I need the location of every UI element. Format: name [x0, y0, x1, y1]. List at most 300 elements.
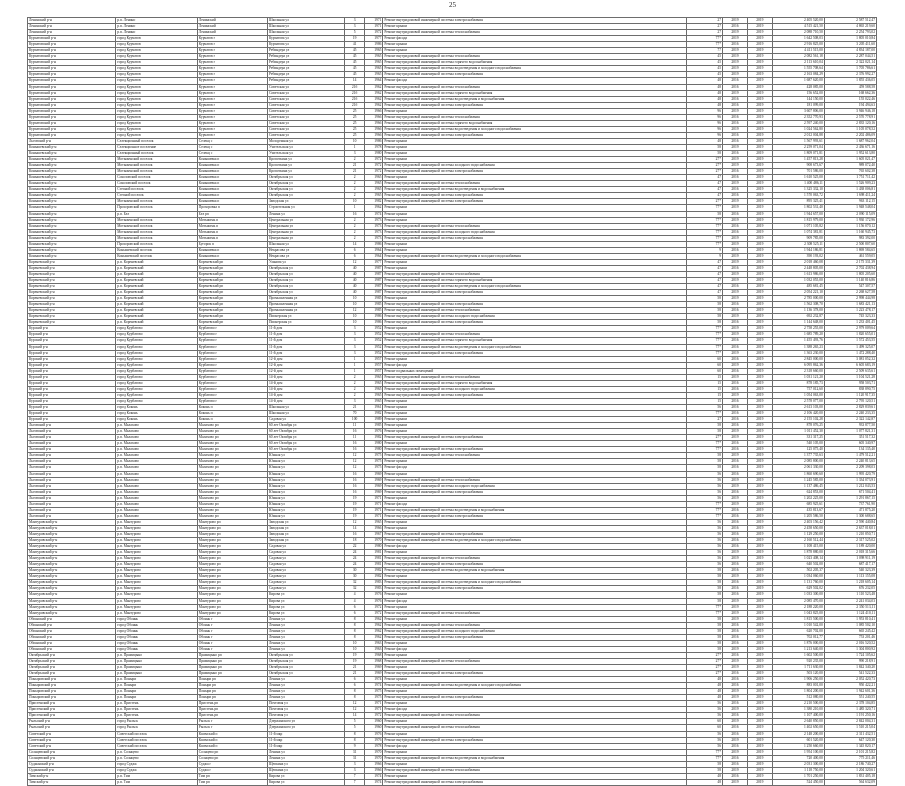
- settlement-cell: Прохоровка п: [197, 205, 267, 211]
- total-cost-cell: 2 317 525,02: [824, 538, 876, 544]
- street-cell: Ленина ул: [267, 616, 344, 622]
- district-cell: Конышевский р-н: [28, 253, 116, 259]
- cost-cell: 1 804 200,00: [772, 689, 824, 695]
- build-year-cell: 1963: [365, 640, 383, 646]
- end-year-cell: 2019: [747, 658, 772, 664]
- work-type-cell: Ремонт крыши: [383, 689, 686, 695]
- work-type-cell: Ремонт внутридомовой инженерной системы теплоснабжения: [383, 610, 686, 616]
- cost-cell: 2 403 156,42: [772, 519, 824, 525]
- plan-year-cell: 2019: [723, 144, 748, 150]
- total-cost-cell: 2 016 520,52: [824, 640, 876, 646]
- street-cell: Школьная ул: [267, 405, 344, 411]
- work-type-cell: Ремонт крыши: [383, 24, 686, 30]
- work-type-cell: Ремонт внутридомовой инженерной системы теплоснабжения: [383, 54, 686, 60]
- street-cell: Садовая ул: [267, 568, 344, 574]
- plan-year-cell: 2019: [723, 362, 748, 368]
- area-cell: 77*: [686, 332, 722, 338]
- end-year-cell: 2019: [747, 96, 772, 102]
- locality-cell: город Обоянь: [116, 616, 198, 622]
- area-cell: 27*: [686, 671, 722, 677]
- settlement-cell: Пристень рп: [197, 713, 267, 719]
- build-year-cell: 1965: [365, 48, 383, 54]
- house-number-cell: 21: [344, 665, 364, 671]
- cost-cell: 503 120,00: [772, 671, 824, 677]
- plan-year-cell: 2019: [723, 556, 748, 562]
- street-cell: Октябрьская ул: [267, 665, 344, 671]
- end-year-cell: 2019: [747, 205, 772, 211]
- settlement-cell: Мантурово рп: [197, 556, 267, 562]
- house-number-cell: 22: [344, 544, 364, 550]
- area-cell: 15: [686, 392, 722, 398]
- locality-cell: город Курчатов: [116, 84, 198, 90]
- work-type-cell: Ремонт внутридомовой инженерной системы электроснабжения: [383, 435, 686, 441]
- settlement-cell: Малахово рп: [197, 465, 267, 471]
- locality-cell: Селекционный поселок: [116, 138, 198, 144]
- house-number-cell: 45: [344, 72, 364, 78]
- settlement-cell: Обоянь г: [197, 640, 267, 646]
- area-cell: 27: [686, 18, 722, 24]
- work-type-cell: Ремонт крыши: [383, 604, 686, 610]
- end-year-cell: 2019: [747, 628, 772, 634]
- settlement-cell: Кореневский рп: [197, 259, 267, 265]
- district-cell: Поныровский р-н: [28, 677, 116, 683]
- work-type-cell: Ремонт крыши: [383, 423, 686, 429]
- settlement-cell: Малахово рп: [197, 477, 267, 483]
- locality-cell: р.п. Мантурово: [116, 610, 198, 616]
- build-year-cell: 1983: [365, 586, 383, 592]
- house-number-cell: 2: [344, 374, 364, 380]
- district-cell: Конышевский р-н: [28, 187, 116, 193]
- work-type-cell: Ремонт крыши: [383, 259, 686, 265]
- street-cell: Щепкина ул: [267, 761, 344, 767]
- plan-year-cell: 2019: [723, 689, 748, 695]
- build-year-cell: 1965: [365, 392, 383, 398]
- house-number-cell: 8: [344, 737, 364, 743]
- locality-cell: р.п. Кореневский: [116, 290, 198, 296]
- district-cell: Суджанский р-н: [28, 767, 116, 773]
- settlement-cell: Курбатово г: [197, 332, 267, 338]
- house-number-cell: 16: [344, 471, 364, 477]
- total-cost-cell: 1 113 155,08: [824, 574, 876, 580]
- plan-year-cell: 2019: [723, 483, 748, 489]
- total-cost-cell: 2 287 044,51: [824, 54, 876, 60]
- total-cost-cell: 1 210 850,71: [824, 531, 876, 537]
- cost-cell: 485 681,45: [772, 284, 824, 290]
- work-type-cell: Ремонт внутридомовой инженерной системы горячего водоснабжения: [383, 380, 686, 386]
- house-number-cell: 2: [344, 223, 364, 229]
- street-cell: Октябрьская ул: [267, 181, 344, 187]
- street-cell: 60 лет Октября ул: [267, 441, 344, 447]
- area-cell: 58: [686, 767, 722, 773]
- district-cell: Рыльский р-н: [28, 725, 116, 731]
- settlement-cell: Бел рп: [197, 211, 267, 217]
- district-cell: Льговский р-н: [28, 501, 116, 507]
- total-cost-cell: 1 098 911,19: [824, 556, 876, 562]
- street-cell: Южная ул: [267, 495, 344, 501]
- plan-year-cell: 2016: [723, 247, 748, 253]
- house-number-cell: 4: [344, 592, 364, 598]
- table-row: [28, 779, 877, 785]
- cost-cell: 629 502,02: [772, 586, 824, 592]
- district-cell: Поныровский р-н: [28, 689, 116, 695]
- house-number-cell: 12: [344, 519, 364, 525]
- district-cell: Курский р-н: [28, 344, 116, 350]
- settlement-cell: Кшенский п: [197, 737, 267, 743]
- work-type-cell: Ремонт фасада: [383, 501, 686, 507]
- area-cell: 27*: [686, 199, 722, 205]
- total-cost-cell: 1 953 810,41: [824, 616, 876, 622]
- locality-cell: город Курчатов: [116, 114, 198, 120]
- house-number-cell: 30: [344, 568, 364, 574]
- district-cell: Курский р-н: [28, 386, 116, 392]
- plan-year-cell: 2016: [723, 302, 748, 308]
- plan-year-cell: 2019: [723, 90, 748, 96]
- cost-cell: 1 642 508,03: [772, 36, 824, 42]
- house-number-cell: 25: [344, 132, 364, 138]
- street-cell: Кропоткина ул: [267, 169, 344, 175]
- end-year-cell: 2019: [747, 36, 772, 42]
- end-year-cell: 2019: [747, 308, 772, 314]
- end-year-cell: 2019: [747, 562, 772, 568]
- street-cell: Школьная ул: [267, 18, 344, 24]
- house-number-cell: 45: [344, 48, 364, 54]
- area-cell: 47: [686, 265, 722, 271]
- plan-year-cell: 2016: [723, 761, 748, 767]
- total-cost-cell: 2 842 004,31: [824, 719, 876, 725]
- street-cell: Ленина ул: [267, 695, 344, 701]
- district-cell: Мантуровский р-н: [28, 580, 116, 586]
- district-cell: Кореневский р-н: [28, 320, 116, 326]
- build-year-cell: 1952: [365, 338, 383, 344]
- cost-cell: 1 043 825,00: [772, 610, 824, 616]
- settlement-cell: Малахово рп: [197, 489, 267, 495]
- end-year-cell: 2019: [747, 749, 772, 755]
- district-cell: Курский р-н: [28, 392, 116, 398]
- page-number: 25: [449, 1, 456, 9]
- cost-cell: 1 687 620,00: [772, 78, 824, 84]
- house-number-cell: 31: [344, 755, 364, 761]
- settlement-cell: Курбатово г: [197, 338, 267, 344]
- plan-year-cell: 2016: [723, 471, 748, 477]
- plan-year-cell: 2019: [723, 72, 748, 78]
- plan-year-cell: 2016: [723, 592, 748, 598]
- register-table-container: [27, 17, 877, 786]
- total-cost-cell: 541 522,33: [824, 671, 876, 677]
- cost-cell: 390 193,02: [772, 253, 824, 259]
- settlement-cell: Курбатово г: [197, 362, 267, 368]
- build-year-cell: 1967: [365, 531, 383, 537]
- end-year-cell: 2019: [747, 477, 772, 483]
- street-cell: Южная ул: [267, 513, 344, 519]
- work-type-cell: Ремонт внутридомовой инженерной системы горячего водоснабжения: [383, 90, 686, 96]
- end-year-cell: 2019: [747, 459, 772, 465]
- end-year-cell: 2019: [747, 66, 772, 72]
- work-type-cell: Ремонт крыши: [383, 665, 686, 671]
- cost-cell: 1 023 408,14: [772, 556, 824, 562]
- work-type-cell: Ремонт фасада: [383, 707, 686, 713]
- cost-cell: 1 570 063,72: [772, 193, 824, 199]
- build-year-cell: 1966: [365, 108, 383, 114]
- total-cost-cell: 564 632,09: [824, 779, 876, 785]
- total-cost-cell: 1 820 655,01: [824, 332, 876, 338]
- work-type-cell: Ремонт внутридомовой инженерной системы теплоснабжения: [383, 114, 686, 120]
- street-cell: Советская ул: [267, 132, 344, 138]
- area-cell: 58: [686, 320, 722, 326]
- build-year-cell: 1965: [365, 54, 383, 60]
- plan-year-cell: 2016: [723, 102, 748, 108]
- plan-year-cell: 2016: [723, 411, 748, 417]
- locality-cell: р.п. Кореневский: [116, 302, 198, 308]
- locality-cell: город Курбатово: [116, 332, 198, 338]
- cost-cell: 1 054 063,00: [772, 392, 824, 398]
- area-cell: 15: [686, 398, 722, 404]
- cost-cell: 1 136 378,00: [772, 308, 824, 314]
- work-type-cell: Ремонт фасада: [383, 598, 686, 604]
- total-cost-cell: 2 186 740,27: [824, 761, 876, 767]
- total-cost-cell: 2 322 142,87: [824, 417, 876, 423]
- work-type-cell: Ремонт крыши: [383, 731, 686, 737]
- house-number-cell: 25: [344, 120, 364, 126]
- plan-year-cell: 2016: [723, 743, 748, 749]
- house-number-cell: 12: [344, 459, 364, 465]
- settlement-cell: Курчатов г: [197, 42, 267, 48]
- settlement-cell: Малахово рп: [197, 471, 267, 477]
- district-cell: Обоянский р-н: [28, 640, 116, 646]
- work-type-cell: Ремонт крыши: [383, 241, 686, 247]
- build-year-cell: 1952: [365, 350, 383, 356]
- settlement-cell: Малахово рп: [197, 507, 267, 513]
- area-cell: 77*: [686, 344, 722, 350]
- end-year-cell: 2019: [747, 126, 772, 132]
- settlement-cell: Пристень рп: [197, 701, 267, 707]
- cost-cell: 692 232,87: [772, 314, 824, 320]
- area-cell: 77*: [686, 42, 722, 48]
- end-year-cell: 2019: [747, 453, 772, 459]
- total-cost-cell: 605 340,97: [824, 441, 876, 447]
- locality-cell: Селекционный поселок: [116, 151, 198, 157]
- house-number-cell: 24: [344, 550, 364, 556]
- street-cell: Октябрьская ул: [267, 652, 344, 658]
- area-cell: 47: [686, 193, 722, 199]
- plan-year-cell: 2019: [723, 60, 748, 66]
- street-cell: Учительская ул: [267, 151, 344, 157]
- settlement-cell: Кореневский рп: [197, 278, 267, 284]
- area-cell: 48: [686, 779, 722, 785]
- street-cell: Ребиндера ул: [267, 60, 344, 66]
- area-cell: 56: [686, 544, 722, 550]
- plan-year-cell: 2016: [723, 731, 748, 737]
- street-cell: Садовая ул: [267, 544, 344, 550]
- settlement-cell: Курчатов г: [197, 78, 267, 84]
- locality-cell: р.п. Прямицыно: [116, 671, 198, 677]
- plan-year-cell: 2019: [723, 550, 748, 556]
- area-cell: 27*: [686, 665, 722, 671]
- street-cell: Южная ул: [267, 501, 344, 507]
- build-year-cell: 1952: [365, 326, 383, 332]
- total-cost-cell: 155 022,46: [824, 96, 876, 102]
- work-type-cell: Ремонт внутридомовой инженерной системы электроснабжения: [383, 302, 686, 308]
- settlement-cell: Курчатов г: [197, 96, 267, 102]
- cost-cell: 1 325 332,10: [772, 187, 824, 193]
- district-cell: Курчатовский р-н: [28, 84, 116, 90]
- area-cell: 58: [686, 580, 722, 586]
- work-type-cell: Ремонт крыши: [383, 773, 686, 779]
- street-cell: Октябрьская ул: [267, 284, 344, 290]
- plan-year-cell: 2016: [723, 96, 748, 102]
- total-cost-cell: 351 517,32: [824, 435, 876, 441]
- house-number-cell: 8: [344, 731, 364, 737]
- plan-year-cell: 2016: [723, 187, 748, 193]
- street-cell: Садовая ул: [267, 556, 344, 562]
- house-number-cell: 2: [344, 217, 364, 223]
- street-cell: Ленина ул: [267, 211, 344, 217]
- locality-cell: город Курбатово: [116, 368, 198, 374]
- street-cell: 11-й дом: [267, 338, 344, 344]
- area-cell: 58: [686, 296, 722, 302]
- settlement-cell: Обоянь г: [197, 646, 267, 652]
- district-cell: Солнцевский р-н: [28, 755, 116, 761]
- district-cell: Ленинский р-н: [28, 30, 116, 36]
- work-type-cell: Ремонт крыши: [383, 519, 686, 525]
- build-year-cell: 1962: [365, 616, 383, 622]
- table-body: [28, 18, 877, 786]
- street-cell: Ленина ул: [267, 646, 344, 652]
- end-year-cell: 2019: [747, 132, 772, 138]
- end-year-cell: 2019: [747, 713, 772, 719]
- cost-cell: 620 702,00: [772, 628, 824, 634]
- district-cell: Конышевский р-н: [28, 211, 116, 217]
- cost-cell: 1 457 813,28: [772, 157, 824, 163]
- house-number-cell: 14: [344, 241, 364, 247]
- area-cell: 77*: [686, 223, 722, 229]
- build-year-cell: 1977: [365, 36, 383, 42]
- area-cell: 77*: [686, 749, 722, 755]
- district-cell: Курчатовский р-н: [28, 114, 116, 120]
- house-number-cell: 10: [344, 320, 364, 326]
- work-type-cell: Ремонт внутридомовой инженерной системы водоотведения и холодного водоснабжения: [383, 538, 686, 544]
- district-cell: Курчатовский р-н: [28, 66, 116, 72]
- work-type-cell: Ремонт внутридомовой инженерной системы горячего водоснабжения: [383, 120, 686, 126]
- settlement-cell: Курбатово г: [197, 398, 267, 404]
- street-cell: Октябрьская ул: [267, 193, 344, 199]
- locality-cell: город Обоянь: [116, 640, 198, 646]
- cost-cell: 601 520,00: [772, 737, 824, 743]
- end-year-cell: 2019: [747, 120, 772, 126]
- district-cell: Курский р-н: [28, 362, 116, 368]
- locality-cell: р.п. Тим: [116, 773, 198, 779]
- street-cell: 14-й дом: [267, 392, 344, 398]
- cost-cell: 181 099,00: [772, 102, 824, 108]
- end-year-cell: 2019: [747, 332, 772, 338]
- plan-year-cell: 2019: [723, 30, 748, 36]
- settlement-cell: Кореневский рп: [197, 265, 267, 271]
- work-type-cell: Ремонт фасада: [383, 544, 686, 550]
- build-year-cell: 1964: [365, 253, 383, 259]
- street-cell: Промышленная ул: [267, 296, 344, 302]
- district-cell: Курский р-н: [28, 380, 116, 386]
- total-cost-cell: 983 392,00: [824, 235, 876, 241]
- end-year-cell: 2019: [747, 326, 772, 332]
- locality-cell: Мотыженский поселок: [116, 223, 198, 229]
- plan-year-cell: 2019: [723, 610, 748, 616]
- district-cell: Советский р-н: [28, 731, 116, 737]
- end-year-cell: 2019: [747, 604, 772, 610]
- plan-year-cell: 2016: [723, 628, 748, 634]
- work-type-cell: Ремонт внутридомовой инженерной системы теплоснабжения: [383, 308, 686, 314]
- plan-year-cell: 2016: [723, 652, 748, 658]
- cost-cell: 428 085,00: [772, 84, 824, 90]
- build-year-cell: 1962: [365, 622, 383, 628]
- street-cell: 60 лет Октября ул: [267, 429, 344, 435]
- settlement-cell: Обоянь г: [197, 616, 267, 622]
- locality-cell: р.п. Мантурово: [116, 592, 198, 598]
- area-cell: 60: [686, 719, 722, 725]
- end-year-cell: 2019: [747, 483, 772, 489]
- build-year-cell: 1986: [365, 314, 383, 320]
- work-type-cell: Ремонт внутридомовой инженерной системы теплоснабжения: [383, 84, 686, 90]
- end-year-cell: 2019: [747, 695, 772, 701]
- build-year-cell: 1971: [365, 513, 383, 519]
- cost-cell: 1 363 230,00: [772, 350, 824, 356]
- locality-cell: город Рыльск: [116, 725, 198, 731]
- cost-cell: 1 906 250,00: [772, 677, 824, 683]
- area-cell: 56: [686, 707, 722, 713]
- total-cost-cell: 2 241 034,03: [824, 598, 876, 604]
- build-year-cell: 1969: [365, 671, 383, 677]
- total-cost-cell: 2 436 671,16: [824, 144, 876, 150]
- street-cell: Ребиндера ул: [267, 54, 344, 60]
- locality-cell: р.п. Кореневский: [116, 265, 198, 271]
- street-cell: Дзержинского ул: [267, 725, 344, 731]
- cost-cell: 156 652,00: [772, 90, 824, 96]
- build-year-cell: 1980: [365, 544, 383, 550]
- cost-cell: 144 150,00: [772, 96, 824, 102]
- house-number-cell: 7: [344, 779, 364, 785]
- street-cell: Ребиндера ул: [267, 78, 344, 84]
- locality-cell: город Курчатов: [116, 96, 198, 102]
- plan-year-cell: 2016: [723, 447, 748, 453]
- end-year-cell: 2019: [747, 538, 772, 544]
- cost-cell: 2 113 610,04: [772, 60, 824, 66]
- build-year-cell: 1985: [365, 302, 383, 308]
- build-year-cell: 1985: [365, 423, 383, 429]
- build-year-cell: 1971: [365, 24, 383, 30]
- street-cell: Советская ул: [267, 84, 344, 90]
- end-year-cell: 2019: [747, 259, 772, 265]
- cost-cell: 1 815 500,00: [772, 616, 824, 622]
- build-year-cell: 1957: [365, 368, 383, 374]
- area-cell: 48: [686, 689, 722, 695]
- house-number-cell: 21: [344, 405, 364, 411]
- house-number-cell: 12: [344, 465, 364, 471]
- area-cell: 58: [686, 453, 722, 459]
- cost-cell: 1 031 121,20: [772, 374, 824, 380]
- district-cell: Кореневский р-н: [28, 278, 116, 284]
- work-type-cell: Ремонт крыши: [383, 677, 686, 683]
- total-cost-cell: 1 120 917,35: [824, 392, 876, 398]
- work-type-cell: Ремонт крыши: [383, 411, 686, 417]
- street-cell: Октябрьская ул: [267, 290, 344, 296]
- total-cost-cell: 963 112,15: [824, 199, 876, 205]
- total-cost-cell: 1 499 325,07: [824, 344, 876, 350]
- locality-cell: город Курчатов: [116, 36, 198, 42]
- district-cell: Конышевский р-н: [28, 223, 116, 229]
- cost-cell: 1 809 071,81: [772, 151, 824, 157]
- build-year-cell: 1971: [365, 701, 383, 707]
- area-cell: 58: [686, 586, 722, 592]
- locality-cell: р.п. Мантурово: [116, 562, 198, 568]
- locality-cell: р.п. Кореневский: [116, 259, 198, 265]
